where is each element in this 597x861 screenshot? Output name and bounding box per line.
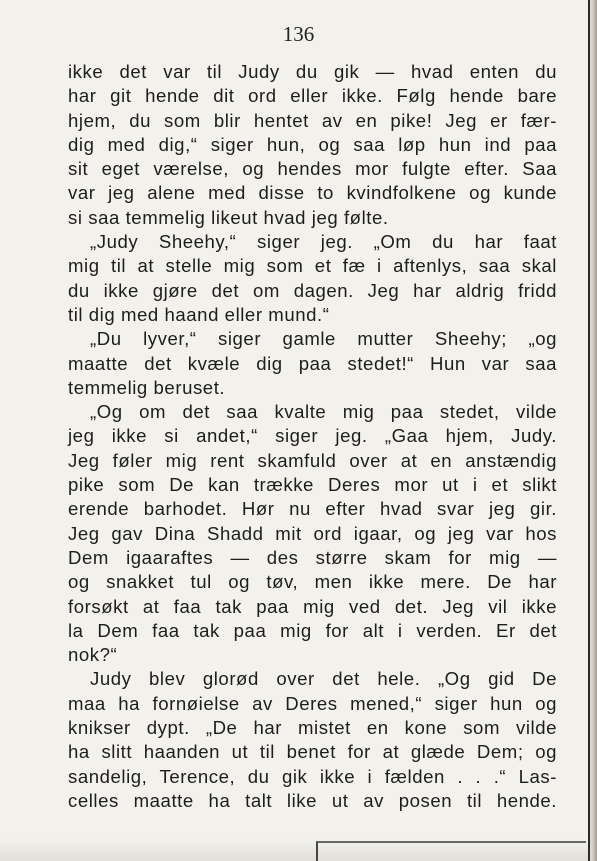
text-line: pike som De kan trække Deres mor ut i et slikt — [68, 474, 557, 496]
text-line: maatte det kvæle dig paa stedet!“ Hun var saa — [68, 352, 557, 374]
text-line: erende barhodet. Hør nu efter hvad svar jeg gir. — [68, 498, 557, 520]
text-line: hjem, du som blir hentet av en pike! Jeg er fær- — [68, 109, 557, 131]
text-line: mig til at stelle mig som et fæ i aftenlys, saa skal — [68, 255, 557, 277]
text-line: sit eget værelse, og hendes mor fulgte efter. Saa — [68, 158, 557, 180]
text-line: du ikke gjøre det om dagen. Jeg har aldrig fridd — [68, 279, 557, 301]
text-line: jeg ikke si andet,“ siger jeg. „Gaa hjem, Judy. — [68, 425, 557, 447]
text-line: la Dem faa tak paa mig for alt i verden. Er det — [68, 619, 557, 641]
text-line: si saa temmelig likeut hvad jeg følte. — [68, 206, 389, 228]
text-line: „Judy Sheehy,“ siger jeg. „Om du har faat — [90, 231, 557, 253]
page-edge — [589, 0, 597, 861]
text-line: maa ha fornøielse av Deres mened,“ siger hun og — [68, 692, 557, 714]
text-line: Judy blev glorød over det hele. „Og gid De — [90, 668, 557, 690]
page-number: 136 — [282, 22, 315, 46]
text-line: var jeg alene med disse to kvindfolkene og kunde — [68, 182, 557, 204]
text-line: Dem igaaraftes — des større skam for mig — — [68, 546, 557, 568]
text-line: sandelig, Terence, du gik ikke i fælden . . .“ Las- — [68, 765, 557, 787]
text-line: forsøkt at faa tak paa mig ved det. Jeg vil ikke — [68, 595, 557, 617]
text-line: knikser dypt. „De har mistet en kone som vilde — [68, 717, 557, 739]
text-line: og snakket tul og tøv, men ikke mere. De har — [68, 571, 557, 593]
text-line: dig med dig,“ siger hun, og saa løp hun ind paa — [68, 133, 557, 155]
text-line: har git hende dit ord eller ikke. Følg hende bare — [68, 85, 557, 107]
text-line: til dig med haand eller mund.“ — [68, 303, 330, 325]
text-line: temmelig beruset. — [68, 376, 226, 398]
text-line: ikke det var til Judy du gik — hvad enten du — [68, 61, 557, 82]
text-line: „Og om det saa kvalte mig paa stedet, vilde — [90, 401, 557, 423]
scan-artifact-frame — [316, 841, 586, 861]
text-line: ha slitt haanden ut til benet for at glæde Dem; og — [68, 741, 557, 763]
text-line: Jeg gav Dina Shadd mit ord igaar, og jeg var hos — [68, 522, 557, 544]
text-line: nok?“ — [68, 644, 118, 666]
body-text — [68, 60, 557, 813]
text-line: celles maatte ha talt like ut av posen til hende. — [68, 789, 557, 811]
page-edge-line — [588, 0, 590, 861]
text-line: Jeg føler mig rent skamfuld over at en anstændig — [68, 449, 557, 471]
text-line: „Du lyver,“ siger gamle mutter Sheehy; „og — [90, 328, 557, 350]
